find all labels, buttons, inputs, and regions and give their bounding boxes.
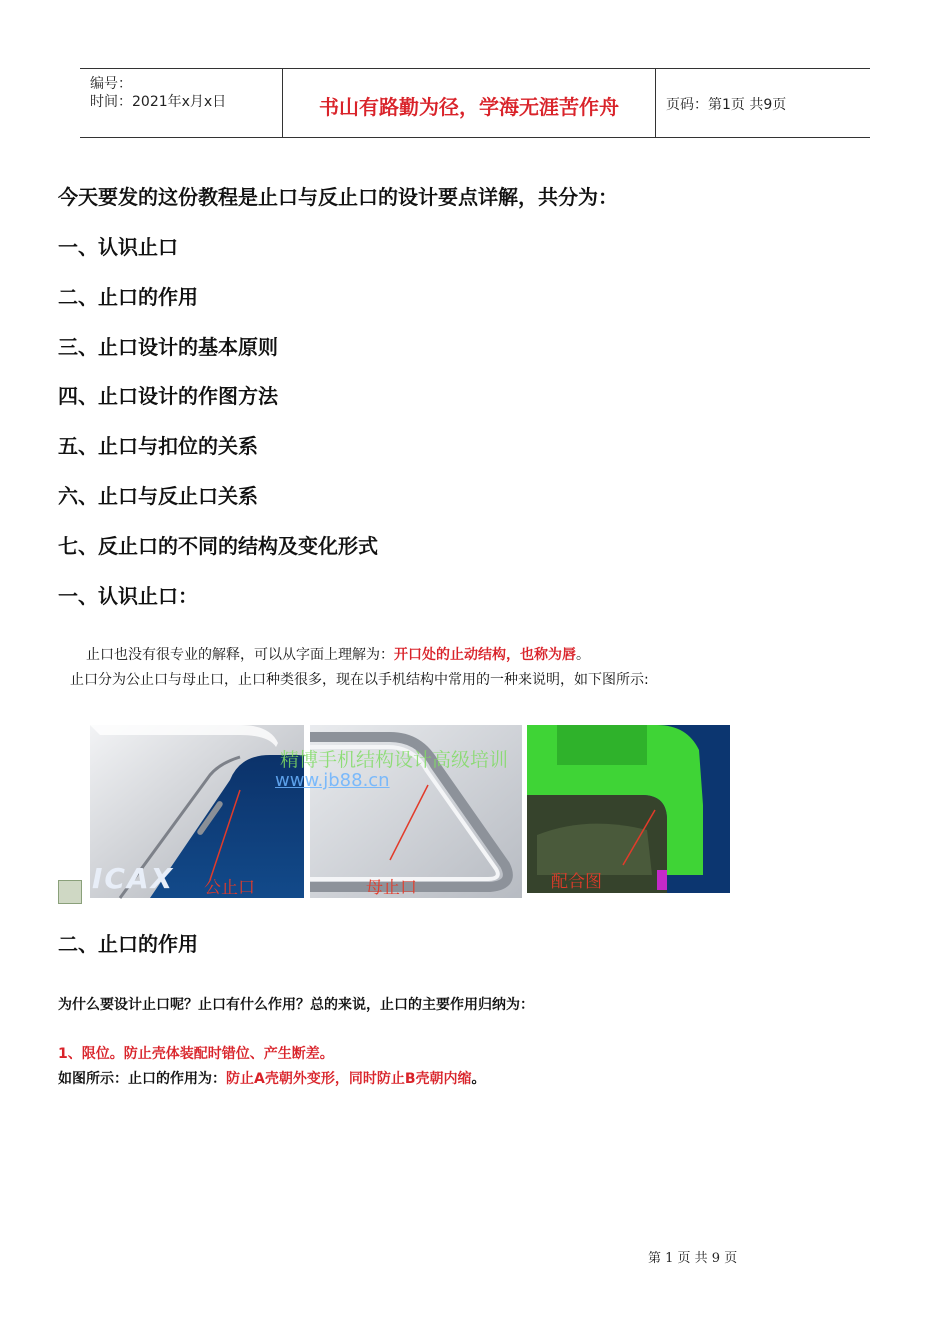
text-normal: 如图所示：止口的作用为： <box>58 1071 226 1087</box>
icax-logo: ICAX <box>92 862 175 895</box>
section2-question: 为什么要设计止口呢？止口有什么作用？总的来说，止口的主要作用归纳为： <box>58 997 534 1013</box>
section2-point-1: 1、限位。防止壳体装配时错位、产生断差。 <box>58 1046 334 1062</box>
figure-caption: 公止口 <box>204 878 255 898</box>
section1-paragraph-2: 止口分为公止口与母止口，止口种类很多，现在以手机结构中常用的一种来说明，如下图所示: <box>70 672 649 688</box>
section-title: 二、止口的作用 <box>58 932 198 956</box>
toc-item: 六、止口与反止口关系 <box>58 484 258 508</box>
header-motto: 书山有路勤为径，学海无涯苦作舟 <box>319 95 619 119</box>
toc-item: 二、止口的作用 <box>58 285 198 309</box>
figure-female-stop <box>275 725 522 898</box>
toc-item: 七、反止口的不同的结构及变化形式 <box>58 534 378 558</box>
page-header <box>80 68 870 138</box>
page-label: 页码：第1页 共9页 <box>666 97 787 113</box>
time-label: 时间：2021年x月x日 <box>90 94 227 110</box>
header-left-cell <box>80 69 282 137</box>
watermark-text: 精博手机结构设计高级培训 <box>280 749 509 771</box>
text-highlight: 防止A壳朝外变形，同时防止B壳朝内缩 <box>226 1071 472 1087</box>
header-center-cell <box>282 69 656 137</box>
number-label: 编号： <box>90 76 132 92</box>
figure-mating <box>527 725 730 893</box>
text-normal: 。 <box>576 647 590 663</box>
header-right-cell <box>656 69 870 137</box>
figure-caption: 配合图 <box>551 872 602 892</box>
toc-item: 四、止口设计的作图方法 <box>58 384 278 408</box>
text-normal: 止口也没有很专业的解释，可以从字面上理解为： <box>86 647 394 663</box>
text-highlight: 开口处的止动结构，也称为唇 <box>394 647 576 663</box>
toc-item: 五、止口与扣位的关系 <box>58 434 258 458</box>
page-footer: 第 1 页 共 9 页 <box>648 1251 738 1266</box>
toc-item: 一、认识止口 <box>58 235 178 259</box>
figure-caption: 母止口 <box>366 878 417 898</box>
image-placeholder-icon <box>58 880 82 904</box>
toc-item: 三、止口设计的基本原则 <box>58 335 278 359</box>
section-title: 一、认识止口： <box>58 584 198 608</box>
watermark-url: www.jb88.cn <box>275 770 390 791</box>
section2-figure-note <box>58 1068 486 1088</box>
section1-paragraph-1 <box>86 644 590 664</box>
text-normal: 。 <box>471 1071 486 1087</box>
intro-text: 今天要发的这份教程是止口与反止口的设计要点详解，共分为： <box>58 185 618 209</box>
